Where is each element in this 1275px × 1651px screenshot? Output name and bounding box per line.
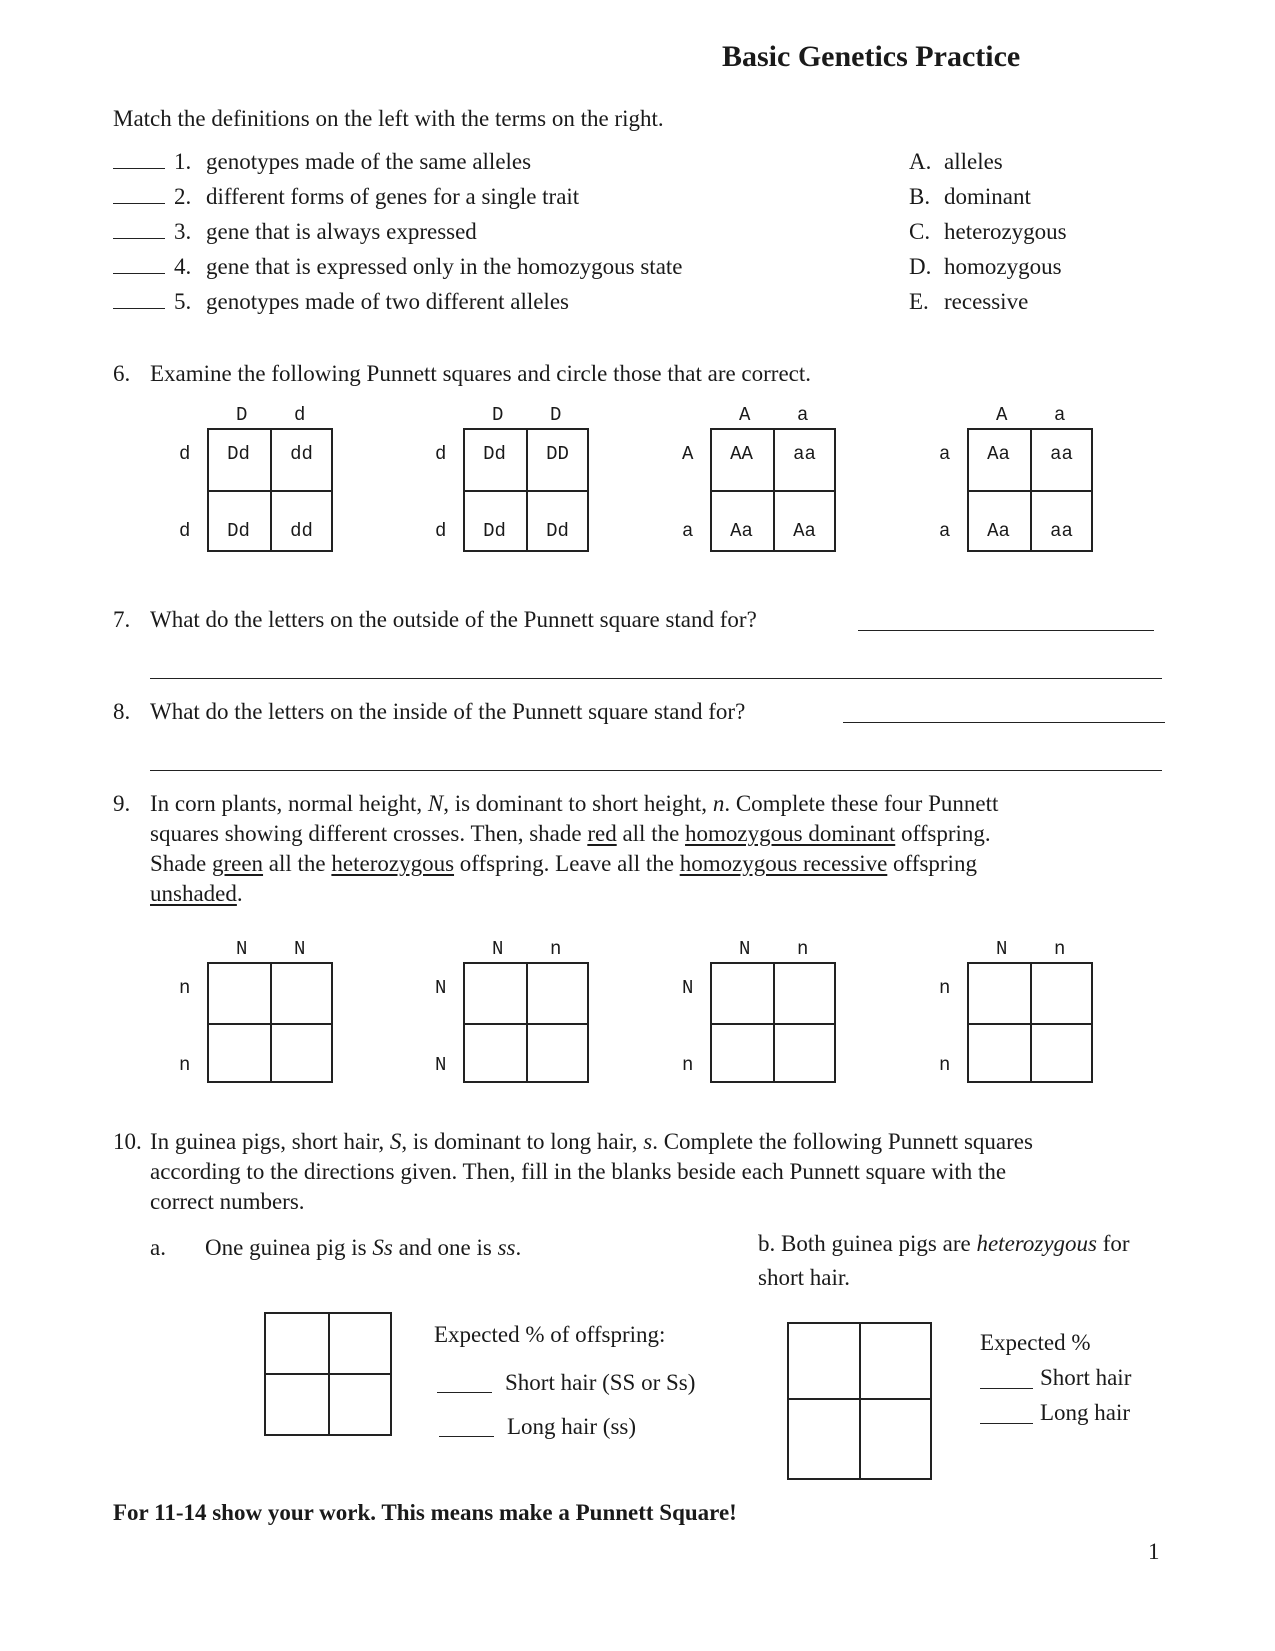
matching-instruction: Match the definitions on the left with the terms on the right. <box>113 106 664 131</box>
q10b-text-line-1: b. Both guinea pigs are heterozygous for <box>758 1231 1130 1256</box>
q6-number: 6. <box>113 361 131 386</box>
row-allele-label: d <box>179 443 191 465</box>
column-allele-label: A <box>996 404 1008 426</box>
answer-blank[interactable] <box>113 308 165 309</box>
term-item: A. <box>909 149 932 174</box>
q10b-long-label: Long hair <box>1040 1400 1131 1425</box>
grid-divider-horizontal <box>712 1023 834 1025</box>
q8-text: What do the letters on the inside of the Punnett square stand for? <box>150 699 746 724</box>
term-text: dominant <box>944 184 1031 209</box>
q10a-short-label: Short hair (SS or Ss) <box>505 1370 696 1395</box>
q10b-text-line-2: short hair. <box>758 1265 850 1290</box>
row-allele-label: a <box>939 520 951 542</box>
punnett-cell-genotype: Aa <box>730 520 753 542</box>
column-allele-label: D <box>236 404 248 426</box>
grid-divider-horizontal <box>209 490 331 492</box>
grid-divider-horizontal <box>465 490 587 492</box>
column-allele-label: n <box>1054 938 1066 960</box>
punnett-cell-genotype: aa <box>793 443 816 465</box>
column-allele-label: N <box>492 938 504 960</box>
column-allele-label: N <box>294 938 306 960</box>
row-allele-label: n <box>682 1054 694 1076</box>
punnett-cell-genotype: Aa <box>793 520 816 542</box>
q6-text: Examine the following Punnett squares and circle those that are correct. <box>150 361 812 386</box>
column-allele-label: a <box>1054 404 1066 426</box>
q9-line-3: Shade green all the heterozygous offspring. Leave all the homozygous recessive offspring <box>150 851 977 876</box>
column-allele-label: N <box>996 938 1008 960</box>
q10a-short-blank[interactable] <box>437 1370 492 1393</box>
row-allele-label: N <box>435 1054 447 1076</box>
q10a-punnett-square[interactable] <box>264 1312 392 1436</box>
grid-divider-horizontal <box>969 1023 1091 1025</box>
punnett-grid <box>463 962 589 1083</box>
row-allele-label: A <box>682 443 694 465</box>
q7-text: What do the letters on the outside of the Punnett square stand for? <box>150 607 757 632</box>
punnett-cell-genotype: Dd <box>227 520 250 542</box>
punnett-cell-genotype: DD <box>546 443 569 465</box>
answer-blank[interactable] <box>113 273 165 274</box>
term-text: recessive <box>944 289 1029 314</box>
q8-answer-blank[interactable] <box>843 700 1165 723</box>
column-allele-label: A <box>739 404 751 426</box>
q10b-short-blank[interactable] <box>980 1366 1033 1389</box>
punnett-grid <box>710 962 836 1083</box>
row-allele-label: a <box>939 443 951 465</box>
q10-line-3: correct numbers. <box>150 1189 305 1214</box>
footer-instruction: For 11-14 show your work. This means make a Punnett Square! <box>113 1500 737 1525</box>
term-text: homozygous <box>944 254 1062 279</box>
q9-number: 9. <box>113 791 131 816</box>
term-item: E. <box>909 289 929 314</box>
punnett-cell-genotype: Dd <box>483 520 506 542</box>
answer-blank[interactable] <box>113 238 165 239</box>
punnett-cell-genotype: dd <box>290 520 313 542</box>
punnett-cell-genotype: aa <box>1050 443 1073 465</box>
punnett-cell-genotype: aa <box>1050 520 1073 542</box>
q9-line-1: In corn plants, normal height, N, is dominant to short height, n. Complete these four Punnett <box>150 791 999 816</box>
row-allele-label: n <box>179 977 191 999</box>
punnett-cell-genotype: Aa <box>987 443 1010 465</box>
q9-line-4: unshaded. <box>150 881 243 906</box>
definition-item: 2. different forms of genes for a single trait <box>113 185 813 208</box>
page-number: 1 <box>1148 1539 1160 1564</box>
column-allele-label: n <box>797 938 809 960</box>
row-allele-label: N <box>435 977 447 999</box>
row-allele-label: d <box>435 443 447 465</box>
term-text: alleles <box>944 149 1003 174</box>
q10b-short-label: Short hair <box>1040 1365 1132 1390</box>
answer-blank[interactable] <box>113 168 165 169</box>
grid-divider-horizontal <box>209 1023 331 1025</box>
row-allele-label: d <box>179 520 191 542</box>
row-allele-label: a <box>682 520 694 542</box>
definition-item: 1. genotypes made of the same alleles <box>113 150 813 173</box>
punnett-cell-genotype: Aa <box>987 520 1010 542</box>
q9-line-2: squares showing different crosses. Then, shade red all the homozygous dominant offspring. <box>150 821 991 846</box>
row-allele-label: n <box>179 1054 191 1076</box>
q7-answer-blank[interactable] <box>858 608 1154 631</box>
row-allele-label: n <box>939 977 951 999</box>
q7-answer-line-2[interactable] <box>150 656 1162 679</box>
grid-divider-horizontal <box>465 1023 587 1025</box>
punnett-grid <box>207 962 333 1083</box>
q10a-label: a. <box>150 1235 166 1260</box>
grid-divider-horizontal <box>712 490 834 492</box>
column-allele-label: D <box>492 404 504 426</box>
q10b-expected-heading: Expected % <box>980 1330 1091 1355</box>
q10a-expected-heading: Expected % of offspring: <box>434 1322 666 1347</box>
term-item: B. <box>909 184 931 209</box>
page-title: Basic Genetics Practice <box>722 40 1021 73</box>
column-allele-label: n <box>550 938 562 960</box>
definition-item: 4. gene that is expressed only in the homozygous state <box>113 255 813 278</box>
q10a-text: One guinea pig is Ss and one is ss. <box>205 1235 522 1260</box>
column-allele-label: D <box>550 404 562 426</box>
q7-number: 7. <box>113 607 131 632</box>
q10-line-1: In guinea pigs, short hair, S, is dominant to long hair, s. Complete the following Punnett squares <box>150 1129 1033 1154</box>
q8-number: 8. <box>113 699 131 724</box>
q10-line-2: according to the directions given. Then, fill in the blanks beside each Punnett square with the <box>150 1159 1007 1184</box>
answer-blank[interactable] <box>113 203 165 204</box>
q10-number: 10. <box>113 1129 142 1154</box>
column-allele-label: N <box>739 938 751 960</box>
q10b-punnett-square[interactable] <box>787 1322 932 1480</box>
punnett-cell-genotype: Dd <box>227 443 250 465</box>
column-allele-label: a <box>797 404 809 426</box>
grid-divider-horizontal <box>969 490 1091 492</box>
q10a-long-label: Long hair (ss) <box>507 1414 637 1439</box>
punnett-grid <box>967 962 1093 1083</box>
row-allele-label: n <box>939 1054 951 1076</box>
punnett-cell-genotype: Dd <box>546 520 569 542</box>
column-allele-label: N <box>236 938 248 960</box>
q10a-long-blank[interactable] <box>439 1414 494 1437</box>
row-allele-label: d <box>435 520 447 542</box>
punnett-cell-genotype: Dd <box>483 443 506 465</box>
term-text: heterozygous <box>944 219 1067 244</box>
punnett-cell-genotype: AA <box>730 443 753 465</box>
term-item: D. <box>909 254 932 279</box>
definition-item: 5. genotypes made of two different alleles <box>113 290 813 313</box>
q10b-long-blank[interactable] <box>980 1401 1033 1424</box>
term-item: C. <box>909 219 931 244</box>
definition-item: 3. gene that is always expressed <box>113 220 813 243</box>
punnett-cell-genotype: dd <box>290 443 313 465</box>
column-allele-label: d <box>294 404 306 426</box>
q8-answer-line-2[interactable] <box>150 748 1162 771</box>
row-allele-label: N <box>682 977 694 999</box>
